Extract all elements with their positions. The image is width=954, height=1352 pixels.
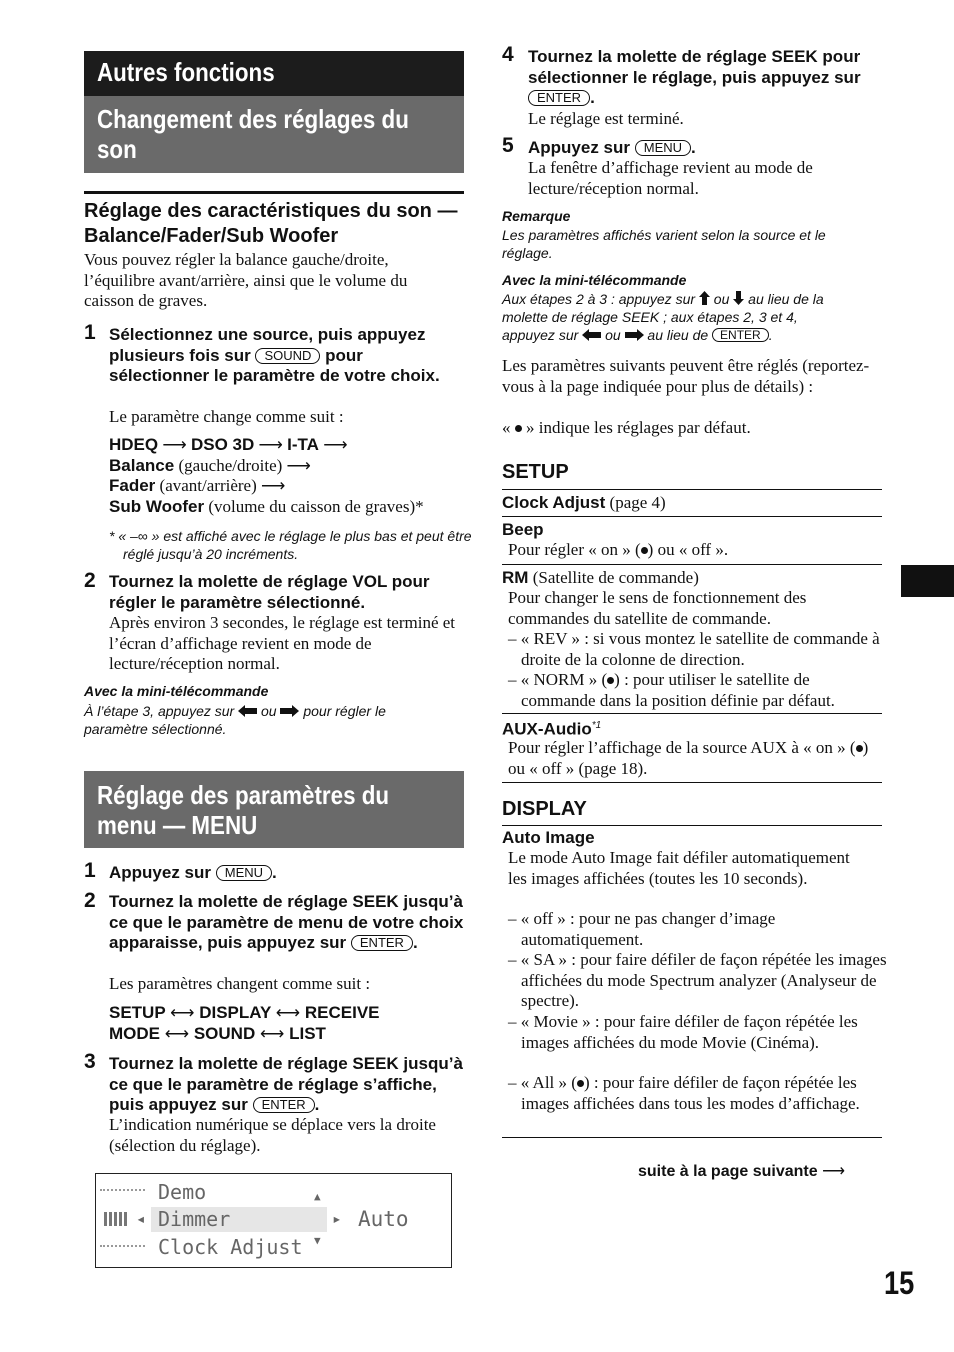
- sequence-line: [109, 1003, 469, 1024]
- parameter-sequence: [109, 435, 469, 517]
- lcd-row-demo: Demo: [158, 1180, 207, 1204]
- remote-text-part: À l’étape 3, appuyez sur: [84, 703, 235, 719]
- enter-button: ENTER: [712, 328, 769, 342]
- divider: [502, 489, 882, 490]
- footnote-ref: *1: [591, 720, 602, 731]
- lcd-up-arrow-icon: ▲: [314, 1190, 321, 1203]
- step-text: Sélectionnez une source, puis appuyez plusieurs fois sur: [109, 325, 426, 365]
- remark-text: Les paramètres affichés varient selon la source et le réglage.: [502, 227, 826, 261]
- sequence-line: [109, 497, 469, 518]
- param-ita: I-TA: [287, 435, 319, 454]
- step-number: 2: [84, 569, 96, 592]
- step-description: Le réglage est terminé.: [528, 109, 684, 128]
- lcd-dotted-line: [100, 1189, 145, 1191]
- rm-rev: – « REV » : si vous montez le satellite de commande à droite de la colonne de direction.: [508, 629, 880, 669]
- quote-open: «: [502, 418, 511, 437]
- subsection-title: Réglage des caractéristiques du son — Balance/Fader/Sub Woofer: [84, 200, 458, 247]
- remote-text-part: ou: [261, 703, 277, 719]
- remote-heading: Avec la mini-télécommande: [502, 272, 687, 288]
- param-subwoofer: Sub Woofer: [109, 496, 205, 516]
- lcd-right-arrow-icon: ▸: [332, 1209, 342, 1228]
- desc-part: ) : pour utiliser le satellite de commande dans la position définie par défaut.: [521, 670, 835, 710]
- section-banner-menu: [84, 771, 464, 848]
- param-fader: Fader: [109, 476, 156, 495]
- sequence-line: [109, 476, 469, 497]
- remote-text-part: ou: [713, 291, 730, 307]
- enter-button: ENTER: [351, 935, 413, 951]
- divider: [502, 713, 882, 714]
- sequence-line: [109, 435, 469, 456]
- legend-text: » indique les réglages par défaut.: [526, 418, 751, 437]
- step-instruction: [109, 325, 459, 387]
- arrow-right-icon: ⟶: [162, 435, 187, 454]
- parameters-intro: Les paramètres suivants peuvent être réglés (reportez-vous à la page indiquée pour plus de détails) :: [502, 356, 870, 396]
- remote-text: [84, 702, 444, 738]
- desc-part: Pour régler l’affichage de la source AUX à « on » (: [508, 738, 856, 757]
- remote-text-part: appuyez sur: [502, 327, 579, 343]
- step-instruction: [109, 863, 277, 884]
- step-description: Après environ 3 secondes, le réglage est terminé et l’écran d’affichage revient en mode de lecture/réception normal.: [109, 613, 456, 673]
- section-title-menu: Réglage des paramètres du menu — MENU: [97, 780, 390, 840]
- arrow-right-icon: [625, 327, 644, 343]
- default-dot-icon: [856, 745, 863, 752]
- menu-button: MENU: [216, 865, 272, 881]
- continued-note: [638, 1161, 845, 1181]
- remote-line: [502, 290, 882, 308]
- double-arrow-icon: ⟷: [170, 1003, 195, 1022]
- footnote: * « –∞ » est affiché avec le réglage le plus bas et peut être réglé jusqu’à 20 incréments.: [109, 528, 472, 562]
- remote-text-part: pour régler le paramètre sélectionné.: [84, 703, 386, 737]
- menu-mode: MODE: [109, 1023, 160, 1043]
- display-heading: DISPLAY: [502, 798, 587, 820]
- item-title: RM: [502, 568, 529, 587]
- double-arrow-icon: ⟷: [259, 1023, 285, 1043]
- remote-line: appuyez sur ou au lieu de ENTER .: [502, 327, 773, 343]
- chapter-title: Autres fonctions: [97, 57, 275, 87]
- step-text: Tournez la molette de réglage SEEK jusqu’à ce que le paramètre de menu de votre choix apparaisse, puis appuyez sur: [109, 892, 464, 952]
- aux-desc: [508, 738, 880, 779]
- enter-button: ENTER: [253, 1097, 315, 1113]
- auto-sa: – « SA » : pour faire défiler de façon répétée les images affichées du mode Spectrum analyzer (Analyseur de spectre).: [508, 950, 887, 1010]
- section-title-son: Changement des réglages du son: [97, 104, 409, 164]
- step-number: 5: [502, 134, 514, 157]
- arrow-left-icon: [582, 327, 601, 343]
- intro-text: Vous pouvez régler la balance gauche/droite, l’équilibre avant/arrière, ainsi que le volume du caisson de graves.: [84, 250, 408, 310]
- step-text: Tournez la molette de réglage SEEK jusqu’à ce que le paramètre de réglage s’affiche, puis appuyez sur: [109, 1054, 463, 1114]
- remote-text-part: Aux étapes 2 à 3 : appuyez sur: [502, 291, 696, 307]
- lcd-left-arrow-icon: ◂: [136, 1209, 146, 1228]
- step-instruction: Tournez la molette de réglage SEEK jusqu’à ce que le paramètre de réglage s’affiche, puis appuyez sur ENTER .: [109, 1054, 463, 1114]
- step-description: La fenêtre d’affichage revient au mode de lecture/réception normal.: [528, 158, 813, 198]
- divider: [502, 516, 882, 517]
- default-dot-icon: [641, 547, 648, 554]
- divider: [502, 564, 882, 565]
- arrow-left-icon: [238, 703, 257, 719]
- desc-part: ) ou « off » (page 18).: [508, 738, 869, 778]
- lcd-display: [95, 1173, 452, 1268]
- step-text: pour sélectionner le paramètre de votre choix.: [109, 345, 440, 385]
- param-balance: Balance: [109, 455, 175, 475]
- step-number: 4: [502, 43, 514, 66]
- step-description: Le paramètre change comme suit :: [109, 407, 344, 426]
- auto-movie: – « Movie » : pour faire défiler de façon répétée les images affichées du mode Movie (Cinéma).: [508, 1012, 858, 1052]
- step-text: Appuyez sur: [109, 863, 212, 882]
- double-arrow-icon: ⟷: [275, 1003, 301, 1022]
- enter-button: ENTER: [528, 90, 590, 106]
- period: .: [272, 863, 277, 882]
- step-instruction: Appuyez sur MENU .: [528, 138, 696, 157]
- divider: [502, 1137, 882, 1138]
- sound-button: SOUND: [255, 348, 320, 364]
- default-legend: [502, 418, 751, 439]
- desc-part: ) ou « off ».: [647, 540, 729, 559]
- param-note: (gauche/droite): [178, 455, 283, 475]
- arrow-right-icon: ⟶: [822, 1163, 846, 1180]
- arrow-right-icon: ⟶: [323, 435, 348, 454]
- lcd-row-clock: Clock Adjust: [158, 1235, 303, 1259]
- beep-desc: [508, 540, 728, 561]
- step-instruction: Tournez la molette de réglage SEEK pour sélectionner le réglage, puis appuyez sur ENTER .: [528, 47, 861, 107]
- arrow-up-icon: [699, 291, 710, 307]
- lcd-row-dimmer: Dimmer: [158, 1207, 231, 1231]
- desc-part: – « NORM » (: [508, 670, 608, 689]
- item-title: Clock Adjust: [502, 493, 606, 512]
- remote-text-part: ou: [605, 327, 621, 343]
- sequence-line: [109, 456, 469, 477]
- divider: [502, 782, 882, 783]
- chapter-banner: [84, 51, 464, 96]
- menu-sound: SOUND: [193, 1023, 256, 1043]
- arrow-down-icon: [733, 291, 744, 307]
- lcd-down-arrow-icon: ▼: [314, 1234, 321, 1247]
- setup-rm: [502, 568, 699, 589]
- desc-part: – « All » (: [508, 1073, 577, 1092]
- double-arrow-icon: ⟷: [164, 1023, 190, 1043]
- auto-all: [508, 1073, 891, 1114]
- section-banner-son: [84, 96, 464, 173]
- remark-heading: Remarque: [502, 208, 571, 224]
- menu-display: DISPLAY: [199, 1003, 272, 1022]
- menu-setup: SETUP: [109, 1003, 166, 1022]
- setup-clock: [502, 493, 666, 514]
- remote-heading: Avec la mini-télécommande: [84, 683, 269, 699]
- remote-line: molette de réglage SEEK ; aux étapes 2, 3 et 4,: [502, 309, 798, 325]
- arrow-right-icon: [280, 703, 299, 719]
- divider: [84, 191, 464, 194]
- default-dot-icon: [577, 1080, 584, 1087]
- step-number: 3: [84, 1050, 96, 1073]
- menu-button: MENU: [635, 140, 691, 156]
- arrow-right-icon: ⟶: [286, 455, 311, 475]
- param-note: (avant/arrière): [159, 476, 257, 495]
- item-title: Beep: [502, 520, 544, 539]
- page-number: 15: [884, 1265, 915, 1301]
- param-dso: DSO 3D: [191, 435, 255, 454]
- remote-text-part: au lieu de: [647, 327, 709, 343]
- menu-receive: RECEIVE: [304, 1003, 380, 1022]
- default-dot-icon: [515, 425, 522, 432]
- auto-off: – « off » : pour ne pas changer d’image automatiquement.: [508, 909, 776, 949]
- setup-heading: SETUP: [502, 461, 569, 483]
- item-note: (page 4): [609, 493, 666, 512]
- arrow-right-icon: ⟶: [261, 476, 286, 495]
- lcd-value: Auto: [358, 1207, 409, 1231]
- rm-norm: [508, 670, 883, 711]
- rm-desc: Pour changer le sens de fonctionnement des commandes du satellite de commande.: [508, 588, 807, 628]
- step-description: L’indication numérique se déplace vers la droite (sélection du réglage).: [109, 1115, 436, 1155]
- menu-list: LIST: [289, 1023, 326, 1043]
- param-hdeq: HDEQ: [109, 435, 159, 454]
- step-number: 1: [84, 321, 96, 344]
- sequence-line: [109, 1024, 469, 1045]
- step-text: Tournez la molette de réglage SEEK pour sélectionner le réglage, puis appuyez sur: [528, 47, 861, 87]
- side-tab: [901, 565, 954, 597]
- step-number: 2: [84, 889, 96, 912]
- lcd-bars-icon: [104, 1212, 128, 1226]
- step-instruction: Tournez la molette de réglage SEEK jusqu’à ce que le paramètre de menu de votre choix apparaisse, puis appuyez sur ENTER .: [109, 892, 464, 952]
- auto-desc: Le mode Auto Image fait défiler automatiquement les images affichées (toutes les 10 seconds).: [508, 848, 850, 888]
- item-note: (Satellite de commande): [532, 568, 699, 587]
- menu-sequence: [109, 1003, 469, 1044]
- arrow-right-icon: ⟶: [258, 435, 283, 454]
- param-note: (volume du caisson de graves)*: [208, 496, 424, 516]
- desc-part: ) : pour faire défiler de façon répétée les images affichées dans tous les modes d’affichage.: [521, 1073, 860, 1113]
- remote-text-part: au lieu de la: [748, 291, 824, 307]
- divider: [502, 825, 882, 826]
- continued-text: suite à la page suivante: [638, 1163, 818, 1180]
- step-text: Appuyez sur: [528, 138, 631, 157]
- setup-aux: [502, 717, 601, 739]
- step-description: Les paramètres changent comme suit :: [109, 974, 371, 993]
- lcd-dotted-line: [100, 1245, 145, 1247]
- remote-text: [502, 290, 882, 344]
- step-number: 1: [84, 859, 96, 882]
- item-title: Auto Image: [502, 828, 595, 847]
- desc-part: Pour régler « on » (: [508, 540, 641, 559]
- item-title: AUX-Audio: [502, 719, 592, 739]
- step-instruction: Tournez la molette de réglage VOL pour régler le paramètre sélectionné.: [109, 572, 430, 612]
